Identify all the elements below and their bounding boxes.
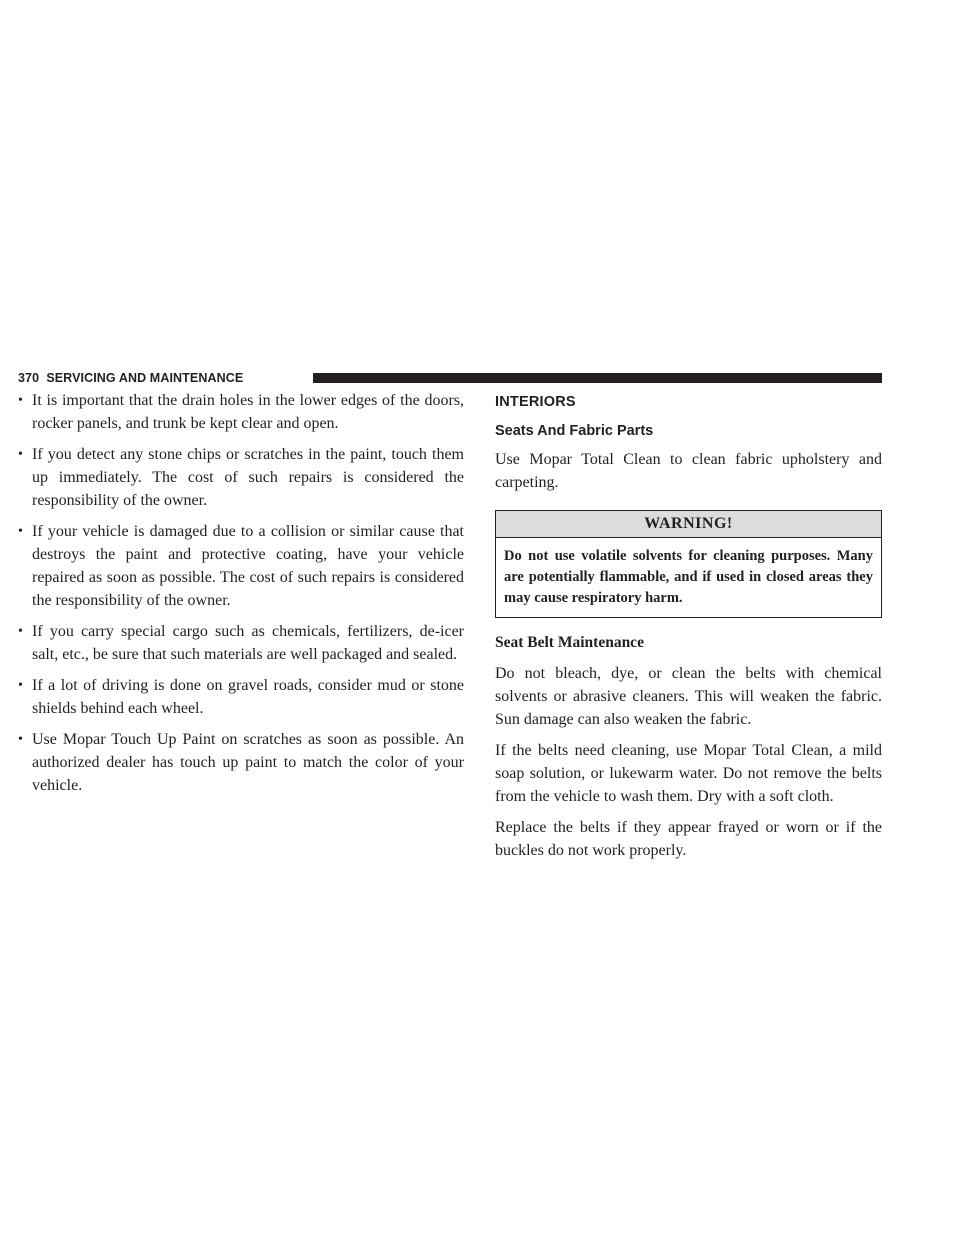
- bullet-icon: •: [18, 732, 23, 747]
- warning-title: WARNING!: [496, 511, 881, 538]
- section-heading: INTERIORS: [495, 394, 576, 410]
- bullet-icon: •: [18, 678, 23, 693]
- header-rule: [313, 373, 882, 383]
- paragraph: If the belts need cleaning, use Mopar Total Clean, a mild soap solution, or lukewarm water. Do not remove the belts from the vehicle to wash them. Dry with a soft cloth.: [495, 742, 882, 805]
- bullet-icon: •: [18, 447, 23, 462]
- right-column: [495, 389, 882, 870]
- list-item: [18, 620, 464, 666]
- list-item-text: If you detect any stone chips or scratches in the paint, touch them up immediately. The cost of such repairs is considered the responsibility of the owner.: [32, 446, 464, 509]
- list-item-text: If a lot of driving is done on gravel roads, consider mud or stone shields behind each wheel.: [32, 677, 464, 717]
- bullet-icon: •: [18, 524, 23, 539]
- subsection-heading: Seats And Fabric Parts: [495, 423, 654, 439]
- page-header: [18, 370, 882, 386]
- paragraph: Replace the belts if they appear frayed or worn or if the buckles do not work properly.: [495, 819, 882, 859]
- list-item: [18, 443, 464, 512]
- warning-text: Do not use volatile solvents for cleaning purposes. Many are potentially flammable, and if used in closed areas they may cause respiratory harm.: [504, 548, 873, 606]
- paragraph: Do not bleach, dye, or clean the belts with chemical solvents or abrasive cleaners. This will weaken the fabric. Sun damage can also weaken the fabric.: [495, 665, 882, 728]
- intro-paragraph: Use Mopar Total Clean to clean fabric upholstery and carpeting.: [495, 451, 882, 491]
- seat-belt-heading: Seat Belt Maintenance: [495, 634, 644, 651]
- header-label: [18, 370, 243, 386]
- list-item-text: If you carry special cargo such as chemicals, fertilizers, de-icer salt, etc., be sure that such materials are well packaged and sealed.: [32, 623, 464, 663]
- list-item: [18, 520, 464, 612]
- list-item-text: If your vehicle is damaged due to a collision or similar cause that destroys the paint and protective coating, have your vehicle repaired as soon as possible. The cost of such repairs is considered the responsibility of the owner.: [32, 523, 464, 609]
- bullet-icon: •: [18, 393, 23, 408]
- list-item: [18, 389, 464, 435]
- list-item-text: Use Mopar Touch Up Paint on scratches as soon as possible. An authorized dealer has touch up paint to match the color of your vehicle.: [32, 731, 464, 794]
- bullet-list: [18, 389, 464, 797]
- bullet-icon: •: [18, 624, 23, 639]
- section-title: SERVICING AND MAINTENANCE: [46, 371, 244, 385]
- list-item-text: It is important that the drain holes in the lower edges of the doors, rocker panels, and trunk be kept clear and open.: [32, 392, 464, 432]
- warning-box: [495, 510, 882, 618]
- list-item: [18, 728, 464, 797]
- page-number: 370: [18, 371, 40, 385]
- list-item: [18, 674, 464, 720]
- left-column: [18, 389, 464, 805]
